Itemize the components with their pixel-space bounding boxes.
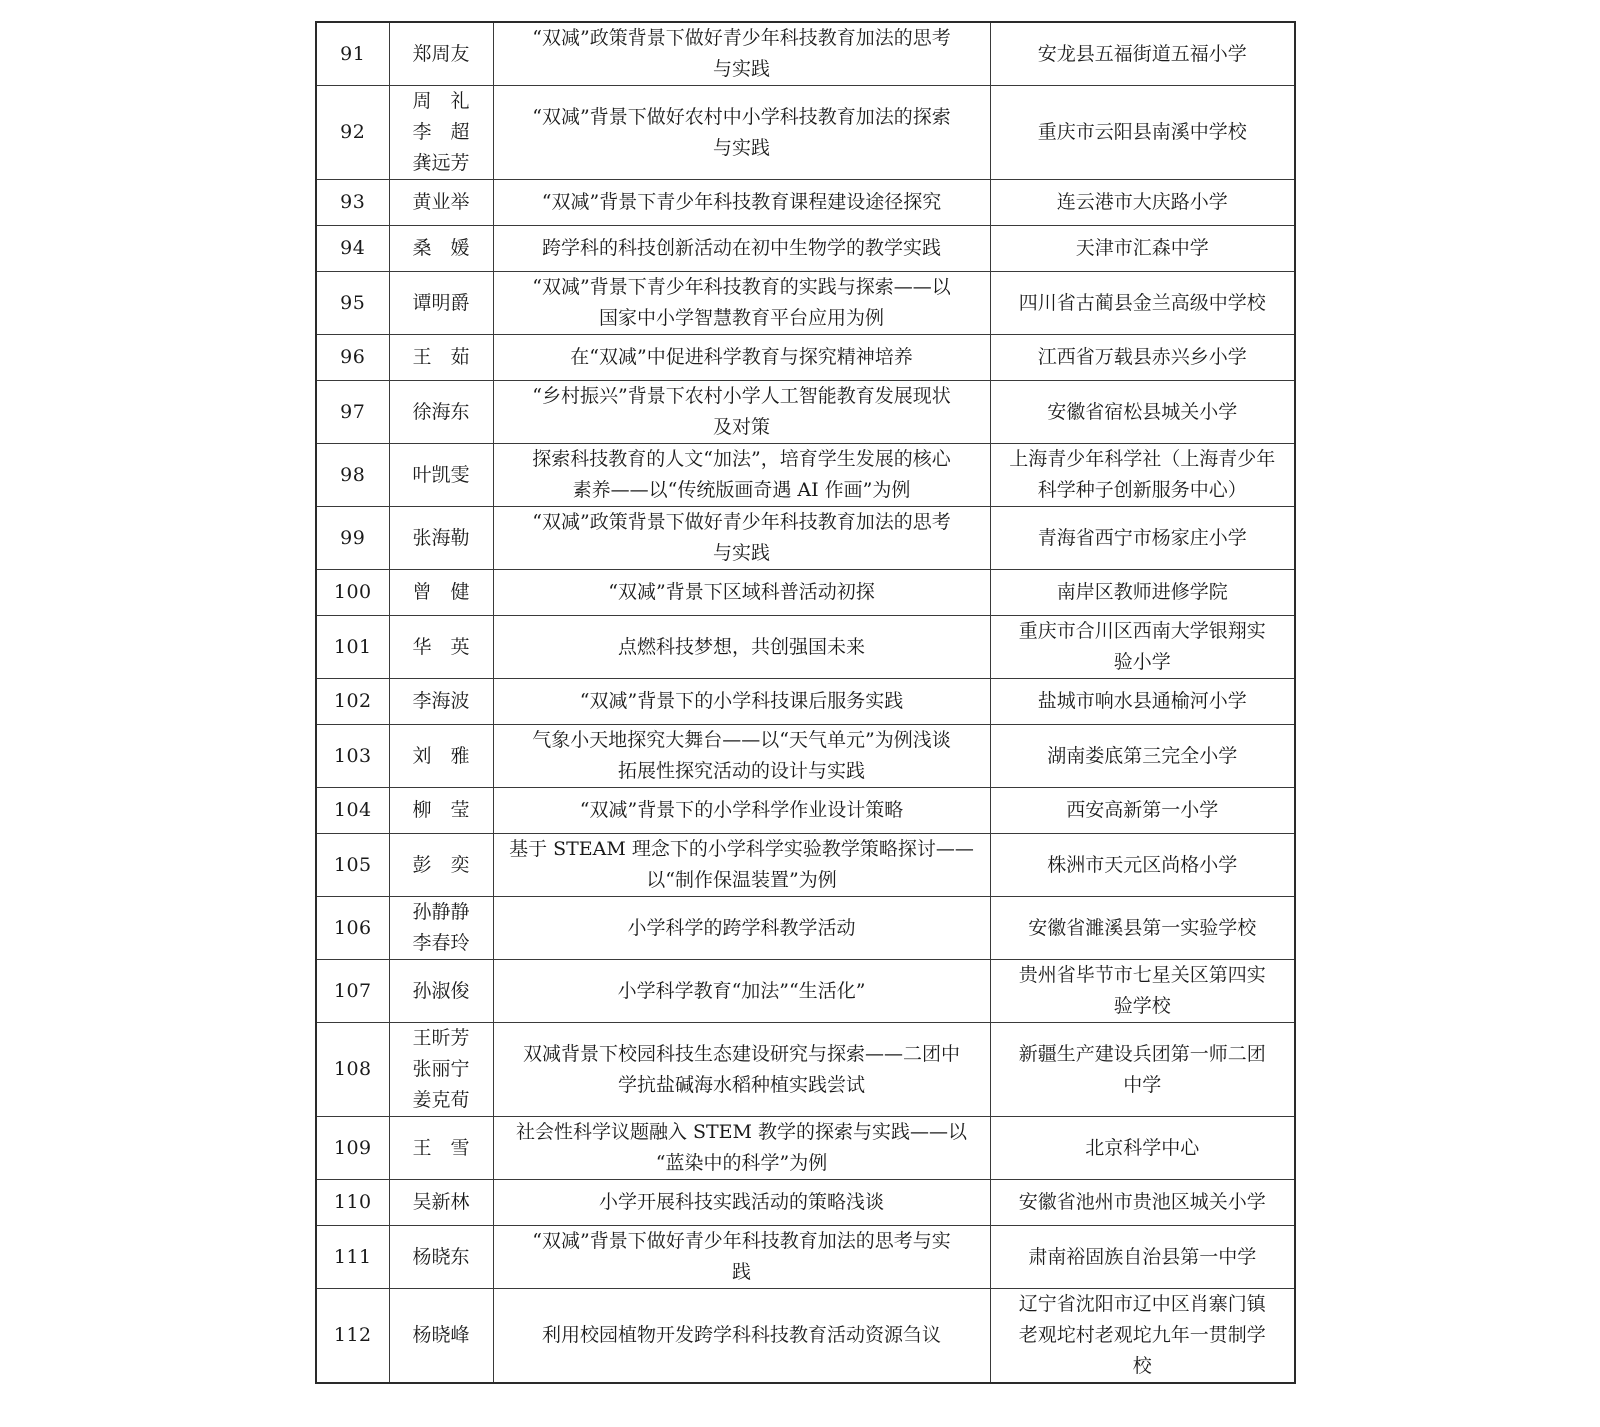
table-row bbox=[316, 226, 1295, 272]
paper-title bbox=[493, 616, 990, 679]
entry-number: 92 bbox=[316, 86, 389, 180]
paper-title bbox=[493, 272, 990, 335]
author-organization-line: 贵州省毕节市七星关区第四实 bbox=[1018, 964, 1266, 986]
author-names-line: 孙淑俊 bbox=[412, 979, 470, 1002]
author-organization-line: 安徽省池州市贵池区城关小学 bbox=[1018, 1191, 1266, 1213]
paper-title-line: “双减”政策背景下做好青少年科技教育加法的思考 bbox=[532, 511, 951, 533]
paper-title-line: “蓝染中的科学”为例 bbox=[655, 1152, 828, 1174]
table-row bbox=[316, 335, 1295, 381]
author-organization bbox=[990, 444, 1295, 507]
entry-number: 112 bbox=[316, 1289, 389, 1384]
table-row bbox=[316, 679, 1295, 725]
table-row bbox=[316, 180, 1295, 226]
author-organization-line: 四川省古蔺县金兰高级中学校 bbox=[1018, 291, 1266, 314]
author-organization bbox=[990, 381, 1295, 444]
paper-title bbox=[493, 507, 990, 570]
paper-title-line: 基于 STEAM 理念下的小学科学实验教学策略探讨—— bbox=[509, 838, 974, 860]
author-names-line: 黄业举 bbox=[412, 191, 470, 213]
author-names bbox=[389, 381, 493, 444]
table-row bbox=[316, 1226, 1295, 1289]
author-organization-line: 天津市汇森中学 bbox=[1075, 237, 1209, 259]
entry-number: 93 bbox=[316, 180, 389, 226]
awards-table bbox=[315, 21, 1296, 1384]
author-names bbox=[389, 679, 493, 725]
table-row bbox=[316, 1117, 1295, 1180]
paper-title bbox=[493, 570, 990, 616]
paper-title-line: 践 bbox=[731, 1261, 751, 1283]
author-organization-line: 验学校 bbox=[1113, 995, 1171, 1017]
author-names bbox=[389, 1289, 493, 1384]
author-organization-line: 校 bbox=[1132, 1355, 1152, 1377]
table-row bbox=[316, 960, 1295, 1023]
author-names-line: 孙静静 bbox=[412, 901, 470, 923]
author-names-line: 张海勒 bbox=[412, 526, 470, 549]
author-names bbox=[389, 725, 493, 788]
author-names bbox=[389, 960, 493, 1023]
paper-title-line: 探索科技教育的人文“加法”，培育学生发展的核心 bbox=[532, 448, 951, 470]
paper-title-line: 与实践 bbox=[712, 542, 770, 564]
entry-number: 106 bbox=[316, 897, 389, 960]
paper-title bbox=[493, 226, 990, 272]
author-organization-line: 西安高新第一小学 bbox=[1066, 799, 1219, 821]
paper-title-line: 点燃科技梦想，共创强国未来 bbox=[617, 635, 865, 658]
author-organization bbox=[990, 960, 1295, 1023]
paper-title-line: 以“制作保温装置”为例 bbox=[646, 869, 837, 891]
author-organization bbox=[990, 22, 1295, 86]
paper-title-line: “双减”政策背景下做好青少年科技教育加法的思考 bbox=[532, 27, 951, 49]
author-names-line: 王 雪 bbox=[412, 1136, 470, 1159]
author-organization bbox=[990, 180, 1295, 226]
entry-number: 107 bbox=[316, 960, 389, 1023]
author-organization-line: 科学种子创新服务中心） bbox=[1037, 479, 1247, 501]
author-names-line: 徐海东 bbox=[412, 400, 470, 423]
author-names-line: 曾 健 bbox=[412, 581, 470, 603]
paper-title bbox=[493, 834, 990, 897]
author-names-line: 吴新林 bbox=[412, 1191, 470, 1213]
author-organization-line: 老观坨村老观坨九年一贯制学 bbox=[1018, 1324, 1266, 1346]
author-organization bbox=[990, 1023, 1295, 1117]
author-organization-line: 株洲市天元区尚格小学 bbox=[1047, 853, 1238, 876]
entry-number: 103 bbox=[316, 725, 389, 788]
paper-title-line: 小学科学的跨学科教学活动 bbox=[627, 916, 856, 939]
paper-title bbox=[493, 897, 990, 960]
paper-title-line: 及对策 bbox=[712, 416, 770, 438]
paper-title bbox=[493, 180, 990, 226]
author-organization-line: 安徽省宿松县城关小学 bbox=[1047, 400, 1238, 423]
paper-title bbox=[493, 444, 990, 507]
table-row bbox=[316, 1289, 1295, 1384]
table-row bbox=[316, 788, 1295, 834]
author-names-line: 周 礼 bbox=[412, 90, 470, 112]
entry-number: 110 bbox=[316, 1180, 389, 1226]
table-row bbox=[316, 897, 1295, 960]
entry-number: 109 bbox=[316, 1117, 389, 1180]
author-names-line: 杨晓东 bbox=[412, 1245, 470, 1268]
paper-title-line: “双减”背景下做好青少年科技教育加法的思考与实 bbox=[532, 1230, 951, 1252]
author-organization bbox=[990, 788, 1295, 834]
paper-title-line: 素养——以“传统版画奇遇 AI 作画”为例 bbox=[572, 479, 911, 501]
table-row bbox=[316, 86, 1295, 180]
author-names bbox=[389, 1023, 493, 1117]
author-organization-line: 安龙县五福街道五福小学 bbox=[1037, 42, 1247, 65]
author-names-line: 刘 雅 bbox=[412, 744, 470, 767]
author-organization-line: 江西省万载县赤兴乡小学 bbox=[1037, 346, 1247, 368]
author-organization-line: 连云港市大庆路小学 bbox=[1056, 191, 1228, 213]
author-organization-line: 新疆生产建设兵团第一师二团 bbox=[1018, 1042, 1266, 1065]
entry-number: 108 bbox=[316, 1023, 389, 1117]
author-names bbox=[389, 507, 493, 570]
author-names bbox=[389, 616, 493, 679]
entry-number: 105 bbox=[316, 834, 389, 897]
document-page bbox=[315, 21, 1294, 1384]
paper-title-line: 跨学科的科技创新活动在初中生物学的教学实践 bbox=[541, 237, 941, 259]
paper-title bbox=[493, 381, 990, 444]
entry-number: 104 bbox=[316, 788, 389, 834]
author-names bbox=[389, 335, 493, 381]
paper-title bbox=[493, 86, 990, 180]
author-organization bbox=[990, 725, 1295, 788]
paper-title-line: 社会性科学议题融入 STEM 教学的探索与实践——以 bbox=[515, 1121, 968, 1143]
author-names bbox=[389, 834, 493, 897]
paper-title bbox=[493, 1226, 990, 1289]
author-organization bbox=[990, 616, 1295, 679]
paper-title-line: “双减”背景下青少年科技教育的实践与探索——以 bbox=[532, 276, 951, 298]
author-names bbox=[389, 788, 493, 834]
paper-title-line: 国家中小学智慧教育平台应用为例 bbox=[598, 307, 884, 329]
author-organization-line: 盐城市响水县通榆河小学 bbox=[1037, 690, 1247, 712]
paper-title-line: “双减”背景下青少年科技教育课程建设途径探究 bbox=[541, 191, 942, 213]
entry-number: 91 bbox=[316, 22, 389, 86]
paper-title bbox=[493, 22, 990, 86]
paper-title bbox=[493, 788, 990, 834]
paper-title-line: “乡村振兴”背景下农村小学人工智能教育发展现状 bbox=[532, 385, 951, 407]
author-organization-line: 上海青少年科学社（上海青少年 bbox=[1009, 448, 1276, 470]
paper-title-line: 小学开展科技实践活动的策略浅谈 bbox=[598, 1191, 884, 1213]
author-organization bbox=[990, 226, 1295, 272]
author-names-line: 杨晓峰 bbox=[412, 1324, 470, 1346]
entry-number: 95 bbox=[316, 272, 389, 335]
table-row bbox=[316, 834, 1295, 897]
entry-number: 100 bbox=[316, 570, 389, 616]
entry-number: 98 bbox=[316, 444, 389, 507]
author-names bbox=[389, 1226, 493, 1289]
paper-title bbox=[493, 1180, 990, 1226]
author-names-line: 郑周友 bbox=[412, 42, 470, 65]
author-names-line: 谭明爵 bbox=[412, 291, 470, 314]
author-organization-line: 肃南裕固族自治县第一中学 bbox=[1028, 1245, 1257, 1268]
author-organization-line: 中学 bbox=[1123, 1073, 1162, 1096]
author-names bbox=[389, 1117, 493, 1180]
paper-title bbox=[493, 1289, 990, 1384]
paper-title bbox=[493, 1023, 990, 1117]
author-names-line: 李 超 bbox=[412, 121, 470, 143]
paper-title-line: “双减”背景下的小学科学作业设计策略 bbox=[579, 799, 904, 821]
author-organization-line: 重庆市合川区西南大学银翔实 bbox=[1018, 620, 1266, 642]
paper-title bbox=[493, 960, 990, 1023]
paper-title-line: 气象小天地探究大舞台——以“天气单元”为例浅谈 bbox=[532, 729, 951, 751]
entry-number: 101 bbox=[316, 616, 389, 679]
table-row bbox=[316, 381, 1295, 444]
entry-number: 99 bbox=[316, 507, 389, 570]
author-names-line: 彭 奕 bbox=[412, 853, 470, 876]
author-names bbox=[389, 897, 493, 960]
author-organization bbox=[990, 834, 1295, 897]
author-names-line: 华 英 bbox=[412, 635, 470, 658]
table-row bbox=[316, 616, 1295, 679]
entry-number: 97 bbox=[316, 381, 389, 444]
author-names bbox=[389, 444, 493, 507]
table-row bbox=[316, 1023, 1295, 1117]
author-organization bbox=[990, 86, 1295, 180]
author-names bbox=[389, 180, 493, 226]
author-names-line: 李春玲 bbox=[412, 932, 470, 954]
author-organization bbox=[990, 1289, 1295, 1384]
author-names-line: 姜克荀 bbox=[412, 1089, 470, 1111]
paper-title-line: 小学科学教育“加法”“生活化” bbox=[617, 979, 866, 1002]
entry-number: 111 bbox=[316, 1226, 389, 1289]
author-names-line: 桑 媛 bbox=[412, 237, 470, 259]
author-organization-line: 北京科学中心 bbox=[1085, 1136, 1200, 1159]
author-names-line: 张丽宁 bbox=[412, 1058, 470, 1080]
author-names bbox=[389, 570, 493, 616]
author-names-line: 柳 莹 bbox=[412, 799, 470, 821]
author-names-line: 王 茹 bbox=[412, 346, 470, 368]
author-organization bbox=[990, 1180, 1295, 1226]
paper-title-line: 与实践 bbox=[712, 136, 770, 159]
paper-title bbox=[493, 335, 990, 381]
entry-number: 102 bbox=[316, 679, 389, 725]
paper-title bbox=[493, 1117, 990, 1180]
paper-title-line: 利用校园植物开发跨学科科技教育活动资源刍议 bbox=[541, 1324, 941, 1346]
table-row bbox=[316, 725, 1295, 788]
table-row bbox=[316, 1180, 1295, 1226]
paper-title-line: 学抗盐碱海水稻种植实践尝试 bbox=[617, 1073, 865, 1096]
author-names bbox=[389, 1180, 493, 1226]
table-row bbox=[316, 444, 1295, 507]
author-organization-line: 安徽省濉溪县第一实验学校 bbox=[1028, 916, 1257, 939]
author-names bbox=[389, 226, 493, 272]
table-body bbox=[316, 22, 1295, 1383]
author-organization-line: 验小学 bbox=[1113, 651, 1171, 673]
paper-title bbox=[493, 725, 990, 788]
author-names-line: 李海波 bbox=[412, 690, 470, 712]
author-organization bbox=[990, 335, 1295, 381]
author-organization-line: 南岸区教师进修学院 bbox=[1056, 581, 1228, 603]
entry-number: 94 bbox=[316, 226, 389, 272]
paper-title-line: 双减背景下校园科技生态建设研究与探索——二团中 bbox=[522, 1042, 960, 1065]
author-organization bbox=[990, 507, 1295, 570]
paper-title bbox=[493, 679, 990, 725]
paper-title-line: “双减”背景下的小学科技课后服务实践 bbox=[579, 690, 904, 712]
author-names bbox=[389, 272, 493, 335]
table-row bbox=[316, 272, 1295, 335]
author-organization-line: 湖南娄底第三完全小学 bbox=[1047, 744, 1238, 767]
author-organization bbox=[990, 272, 1295, 335]
author-names-line: 王昕芳 bbox=[412, 1027, 470, 1049]
paper-title-line: 拓展性探究活动的设计与实践 bbox=[617, 760, 865, 782]
paper-title-line: 与实践 bbox=[712, 58, 770, 80]
author-organization-line: 青海省西宁市杨家庄小学 bbox=[1037, 526, 1247, 549]
author-organization-line: 辽宁省沈阳市辽中区肖寨门镇 bbox=[1018, 1293, 1266, 1315]
author-organization bbox=[990, 570, 1295, 616]
author-organization-line: 重庆市云阳县南溪中学校 bbox=[1037, 121, 1247, 143]
paper-title-line: 在“双减”中促进科学教育与探究精神培养 bbox=[570, 346, 913, 368]
author-organization bbox=[990, 897, 1295, 960]
author-names-line: 龚远芳 bbox=[412, 152, 470, 174]
author-organization bbox=[990, 1117, 1295, 1180]
table-row bbox=[316, 570, 1295, 616]
author-names bbox=[389, 22, 493, 86]
author-names bbox=[389, 86, 493, 180]
author-organization bbox=[990, 1226, 1295, 1289]
table-row bbox=[316, 22, 1295, 86]
author-names-line: 叶凯雯 bbox=[412, 463, 470, 486]
paper-title-line: “双减”背景下区域科普活动初探 bbox=[608, 581, 875, 603]
author-organization bbox=[990, 679, 1295, 725]
table-row bbox=[316, 507, 1295, 570]
paper-title-line: “双减”背景下做好农村中小学科技教育加法的探索 bbox=[532, 105, 951, 128]
entry-number: 96 bbox=[316, 335, 389, 381]
